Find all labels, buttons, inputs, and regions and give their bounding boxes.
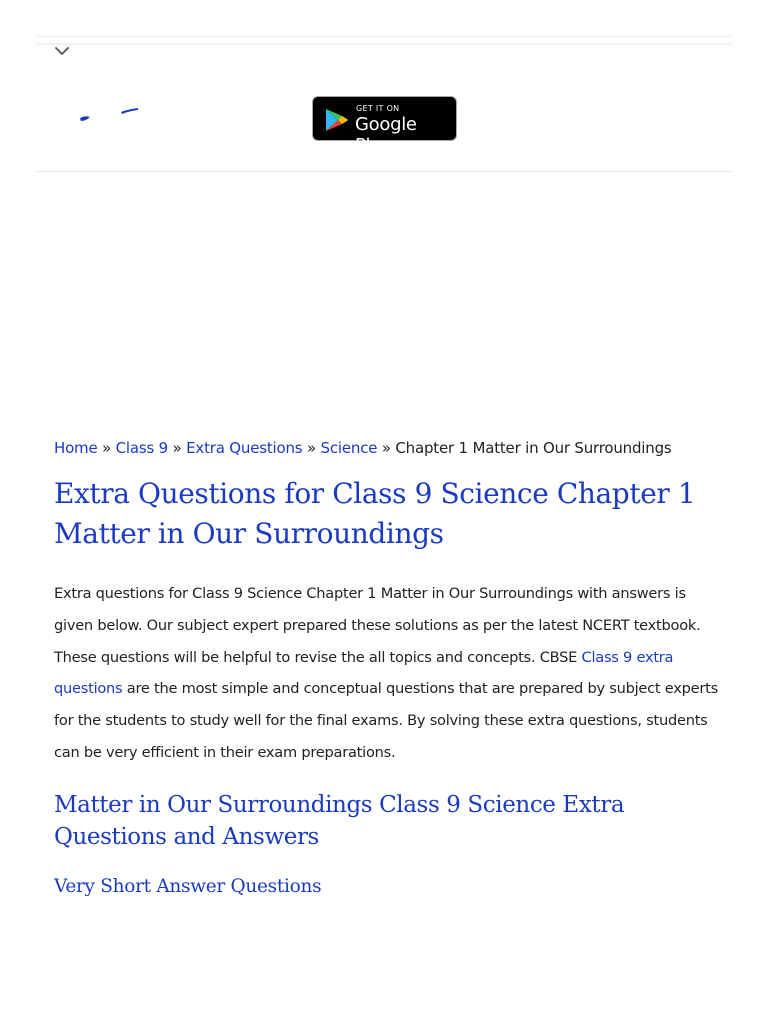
section-heading: Matter in Our Surroundings Class 9 Science Extra Questions and Answers [54,792,625,850]
site-logo[interactable] [74,100,146,126]
google-play-big-text: Google Play [355,114,417,156]
breadcrumb-class-9-link[interactable]: Class 9 [115,439,168,457]
intro-paragraph [54,578,722,769]
google-play-badge[interactable] [312,96,457,156]
header-divider [36,171,732,172]
chevron-down-icon[interactable] [54,44,70,58]
top-nav-bar [36,36,732,43]
breadcrumb-separator: » [381,439,396,457]
google-play-small-text: GET IT ON [356,104,400,113]
breadcrumb-current: Chapter 1 Matter in Our Surroundings [395,439,672,457]
google-play-icon [323,107,349,133]
breadcrumb-home-link[interactable]: Home [54,439,98,457]
breadcrumb [54,438,734,458]
breadcrumb-separator: » [102,439,116,457]
breadcrumb-separator: » [172,439,187,457]
page-title: Extra Questions for Class 9 Science Chapter 1 Matter in Our Surroundings [54,477,696,550]
intro-text-continued: are the most simple and conceptual questions that are prepared by subject experts for the students to study well for the final exams. By solving these extra questions, students can be very efficient in their exam preparations. [54,680,718,761]
intro-text: Extra questions for Class 9 Science Chapter 1 Matter in Our Surroundings with answers is given below. Our subject expert prepared these solutions as per the latest NCERT textbook. These questions will be helpful to revise the all topics and concepts. CBSE [54,585,701,666]
breadcrumb-extra-questions-link[interactable]: Extra Questions [186,439,303,457]
subsection-heading: Very Short Answer Questions [54,876,322,896]
breadcrumb-separator: » [306,439,321,457]
class-9-extra-questions-link[interactable]: Class 9 extra questions [54,648,674,698]
breadcrumb-science-link[interactable]: Science [320,439,378,457]
